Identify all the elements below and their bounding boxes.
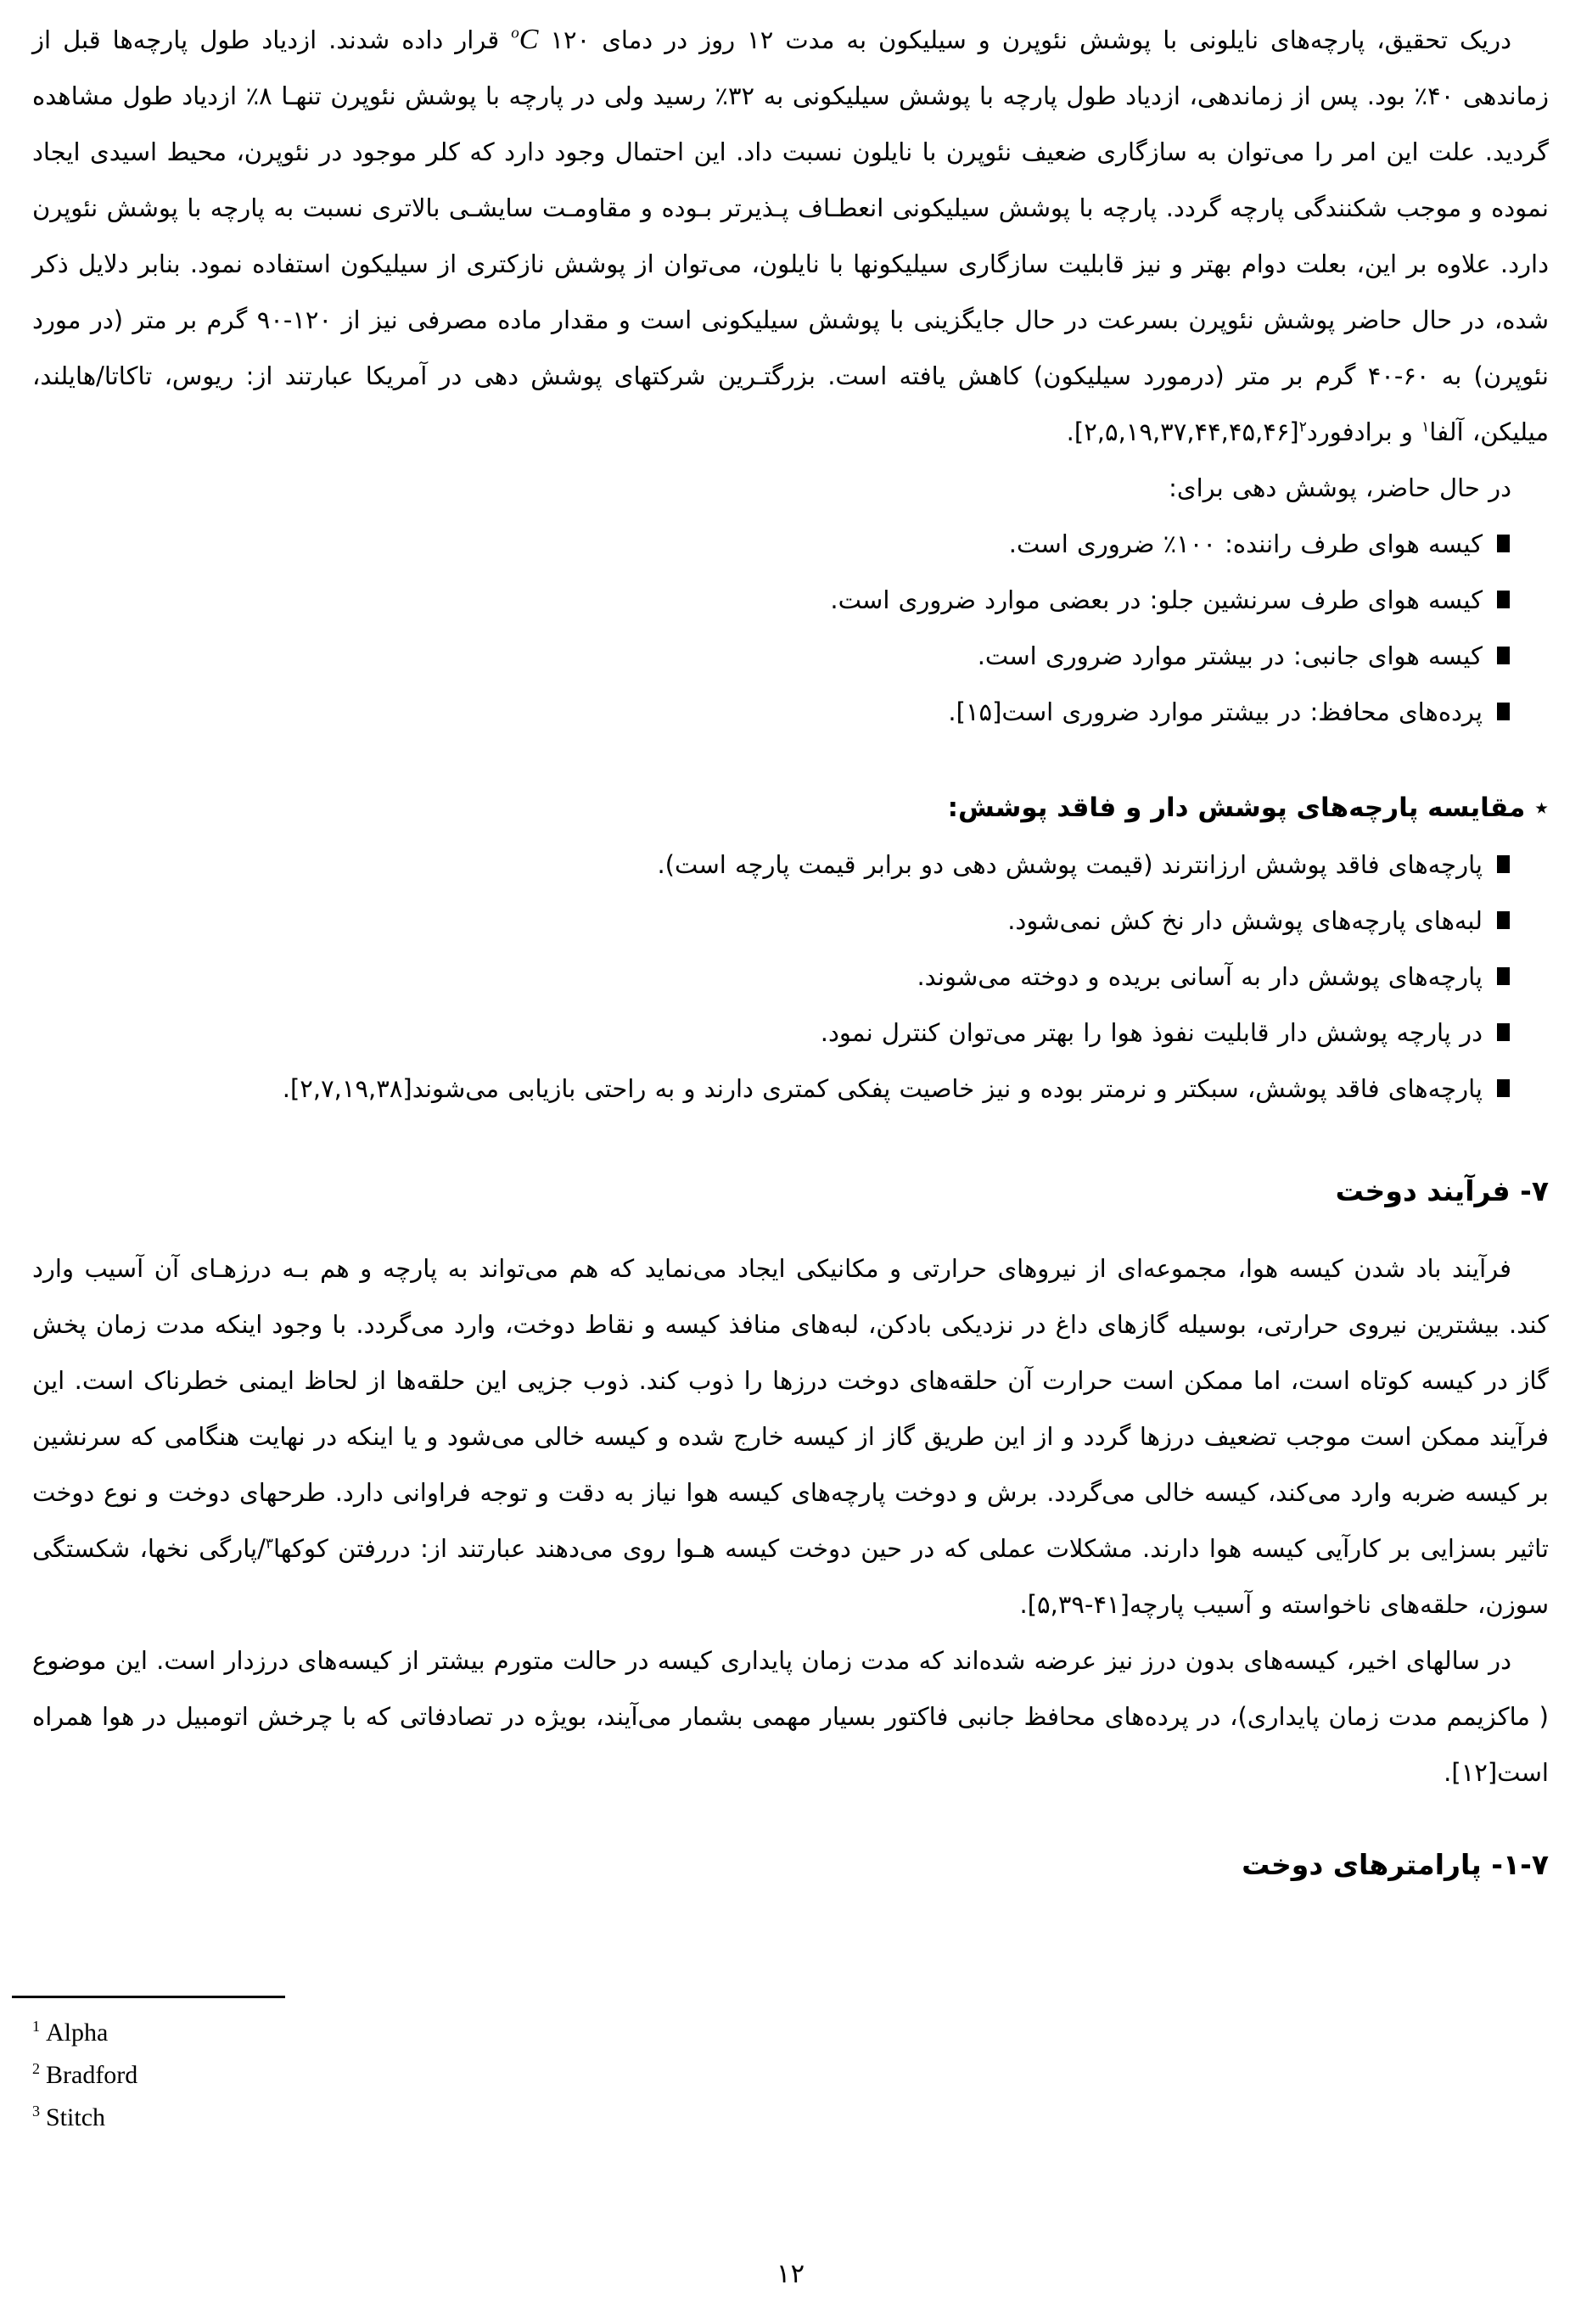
paragraph-seamless-bags: [32, 1632, 1549, 1800]
bullet-square-icon: [1497, 1023, 1510, 1041]
list-item-text: پارچه‌های فاقد پوشش ارزانترند (قیمت پوشش دهی دو برابر قیمت پارچه است).: [657, 850, 1483, 879]
paragraph-text: دریک تحقیق، پارچه‌های نایلونی با پوشش نئوپرن و سیلیکون به مدت ۱۲ روز در دمای ۱۲۰: [538, 25, 1511, 54]
celsius-unit: [511, 24, 538, 55]
citation-refs: [۲,۵,۱۹,۳۷,۴۴,۴۵,۴۶]: [1074, 417, 1299, 446]
bullet-square-icon: [1497, 647, 1510, 664]
footnote-marker: 1: [32, 2018, 40, 2035]
footnote-ref-1: ۱: [1421, 418, 1430, 436]
footnote-marker: 2: [32, 2060, 40, 2077]
bullet-square-icon: [1497, 703, 1510, 720]
bullet-square-icon: [1497, 535, 1510, 552]
citation-refs: [۵,۳۹-۴۱]: [1027, 1590, 1130, 1619]
citation-refs: [۲,۷,۱۹,۳۸]: [289, 1074, 412, 1103]
star-marker-icon: ٭: [1534, 792, 1549, 823]
celsius-letter: C: [519, 24, 539, 55]
citation-refs: [۱۵]: [956, 697, 1002, 726]
section-title: فرآیند دوخت: [1335, 1174, 1511, 1207]
weight-range-silicone: ۴۰-۶۰: [1367, 361, 1430, 390]
list-item-cut-sew: [32, 949, 1549, 1005]
footnote-stitch: [32, 2097, 626, 2139]
footnote-separator-rule: [12, 1996, 285, 1998]
list-item-text: [32, 1061, 1483, 1117]
footnote-ref-2: ۲: [1298, 418, 1307, 436]
paragraph-text: در سالهای اخیر، کیسه‌های بدون درز نیز عرضه شده‌اند که مدت زمان پایداری کیسه در حالت متورم بیشتر از کیسه‌های درزدار است. این موضوع ( ماکزیمم مدت زمان پایداری)، در پرده‌های محافظ جانبی فاکتور بسیار مهمی بشمار می‌آیند، بویژه در تصادفاتی که با چرخش اتومبیل در هوا همراه است: [32, 1646, 1549, 1787]
bullet-square-icon: [1497, 911, 1510, 929]
section-number: ۷‏-: [1510, 1174, 1549, 1207]
footnote-bradford: [32, 2054, 626, 2097]
bullet-square-icon: [1497, 967, 1510, 985]
paragraph-text: فرآیند باد شدن کیسه هوا، مجموعه‌ای از نیروهای حرارتی و مکانیکی ایجاد می‌نماید که هم می‌تواند به پارچه و هم بـه درزهـای آن آسیب وارد کند. بیشترین نیروی حرارتی، بوسیله گازهای داغ در نزدیکی بادکن، لبه‌های منافذ کیسه و نقاط دوخت، وارد می‌گردد. با وجود اینکه مدت زمان پخش گاز در کیسه کوتاه است، اما ممکن است حرارت آن حلقه‌های دوخت درزها را ذوب کند. ذوب جزیی این حلقه‌ها از لحاظ ایمنی خطرناک است. این فرآیند ممکن است موجب تضعیف درزها گردد و از این طریق گاز از کیسه خارج شده و کیسه خالی می‌شود و یا اینکه در نهایت هنگامی که سرنشین بر کیسه ضربه وارد می‌کند، کیسه خالی می‌گردد. برش و دوخت پارچه‌های کیسه هوا نیاز به دقت و توجه فراوانی دارد. طرحهای دوخت و نوع دوخت تاثیر بسزایی بر کارآیی کیسه هوا دارند. مشکلات عملی که در حین دوخت کیسه هـوا روی می‌دهند عبارتند از: دررفتن کوکها: [32, 1254, 1549, 1563]
citation-refs: [۱۲]: [1451, 1758, 1498, 1787]
list-item-text: [32, 684, 1483, 740]
list-item-text: در پارچه پوشش دار قابلیت نفوذ هوا را بهتر می‌توان کنترل نمود.: [820, 1018, 1483, 1047]
coating-uses-intro: در حال حاضر، پوشش دهی برای:: [1169, 473, 1511, 502]
list-item-permeability: [32, 1005, 1549, 1061]
list-item-uncoated-lighter: [32, 1061, 1549, 1117]
degree-symbol: o: [511, 24, 519, 42]
paragraph-text: /پارگی نخها، شکستگی سوزن، حلقه‌های ناخواسته و آسیب پارچه: [32, 1534, 1549, 1619]
sentence-period: .: [1019, 1590, 1028, 1619]
list-item-text: پارچه‌های فاقد پوشش، سبکتر و نرمتر بوده و نیز خاصیت پفکی کمتری دارند و به راحتی بازیابی می‌شوند: [412, 1074, 1483, 1103]
footnotes-block: [32, 1996, 626, 2139]
paragraph-text: و برادفورد: [1306, 417, 1422, 446]
section-heading-sewing-parameters: [32, 1845, 1549, 1885]
section-title: پارامترهای دوخت: [1242, 1848, 1482, 1881]
bullet-square-icon: [1497, 855, 1510, 873]
paragraph-aging-study: [32, 12, 1549, 460]
footnote-alpha: [32, 2012, 626, 2054]
section-heading-sewing-process: [32, 1171, 1549, 1212]
paragraph-text: گرم بر متر (در مورد نئوپرن) به: [32, 305, 1550, 390]
sentence-period: .: [1066, 417, 1074, 446]
comparison-heading: [32, 789, 1549, 826]
list-item-cheaper: [32, 837, 1549, 893]
sentence-period: .: [1444, 1758, 1452, 1787]
list-item-passenger-airbag: [32, 572, 1549, 628]
bullet-square-icon: [1497, 591, 1510, 608]
footnote-marker: 3: [32, 2103, 40, 2120]
list-item-side-airbag: [32, 628, 1549, 684]
section-number: ۷‏-‏۱‏-: [1481, 1848, 1549, 1881]
paragraph-text: قرار داده شدند. ازدیاد طول پارچه‌ها قبل از زماندهی ۴۰٪ بود. پس از زماندهی، ازدیاد طول پارچه با پوشش سیلیکونی به ۳۲٪ رسید ولی در پارچه با پوشش نئوپرن تنهـا ۸٪ ازدیاد طول مشاهده گردید. علت این امر را می‌توان به سازگاری ضعیف نئوپرن با نایلون نسبت داد. این احتمال وجود دارد که کلر موجود در نئوپرن، محیط اسیدی ایجاد نموده و موجب شکنندگی پارچه گردد. پارچه با پوشش سیلیکونی انعطـاف پـذیرتر بـوده و مقاومـت سایشـی بالاتری نسبت به پارچه با پوشش نئوپرن دارد. علاوه بر این، بعلت دوام بهتر و نیز قابلیت سازگاری سیلیکونها با نایلون، می‌توان از پوشش نازکتری از سیلیکون استفاده نمود. بنابر دلایل ذکر شده، در حال حاضر پوشش نئوپرن بسرعت در حال جایگزینی با پوشش سیلیکونی است و مقدار ماده مصرفی نیز از: [32, 25, 1549, 334]
paragraph-text: گرم بر متر (درمورد سیلیکون) کاهش یافته است. بزرگتـرین شرکتهای پوشش دهی در آمریکا عبارتند از: ریوس، تاکاتا/هایلند، میلیکن، آلفا: [32, 361, 1549, 446]
list-item-text: کیسه هوای طرف راننده: ۱۰۰٪ ضروری است.: [1008, 529, 1483, 558]
list-item-text: کیسه هوای طرف سرنشین جلو: در بعضی موارد ضروری است.: [830, 585, 1483, 614]
footnote-text: Alpha: [46, 2019, 109, 2047]
footnote-ref-3: ۳: [265, 1535, 274, 1553]
page-number: ۱۲: [776, 2259, 805, 2289]
list-item-edges: [32, 893, 1549, 949]
list-item-text: لبه‌های پارچه‌های پوشش دار نخ کش نمی‌شود.: [1007, 906, 1483, 935]
list-item-driver-airbag: [32, 516, 1549, 572]
list-item-text: کیسه هوای جانبی: در بیشتر موارد ضروری است.: [977, 641, 1483, 670]
sentence-period: .: [948, 697, 956, 726]
bullet-square-icon: [1497, 1079, 1510, 1097]
sentence-period: .: [282, 1074, 290, 1103]
list-item-text: پارچه‌های پوشش دار به آسانی بریده و دوخته می‌شوند.: [917, 962, 1483, 991]
list-item-text: پرده‌های محافظ: در بیشتر موارد ضروری است: [1001, 697, 1483, 726]
list-item-curtain: [32, 684, 1549, 740]
weight-range-neoprene: ۹۰-۱۲۰: [256, 305, 333, 334]
comparison-heading-text: مقایسه پارچه‌های پوشش دار و فاقد پوشش:: [947, 792, 1526, 823]
footnote-text: Bradford: [46, 2061, 138, 2089]
footnote-text: Stitch: [46, 2103, 106, 2131]
paragraph-sewing-process: [32, 1240, 1549, 1632]
